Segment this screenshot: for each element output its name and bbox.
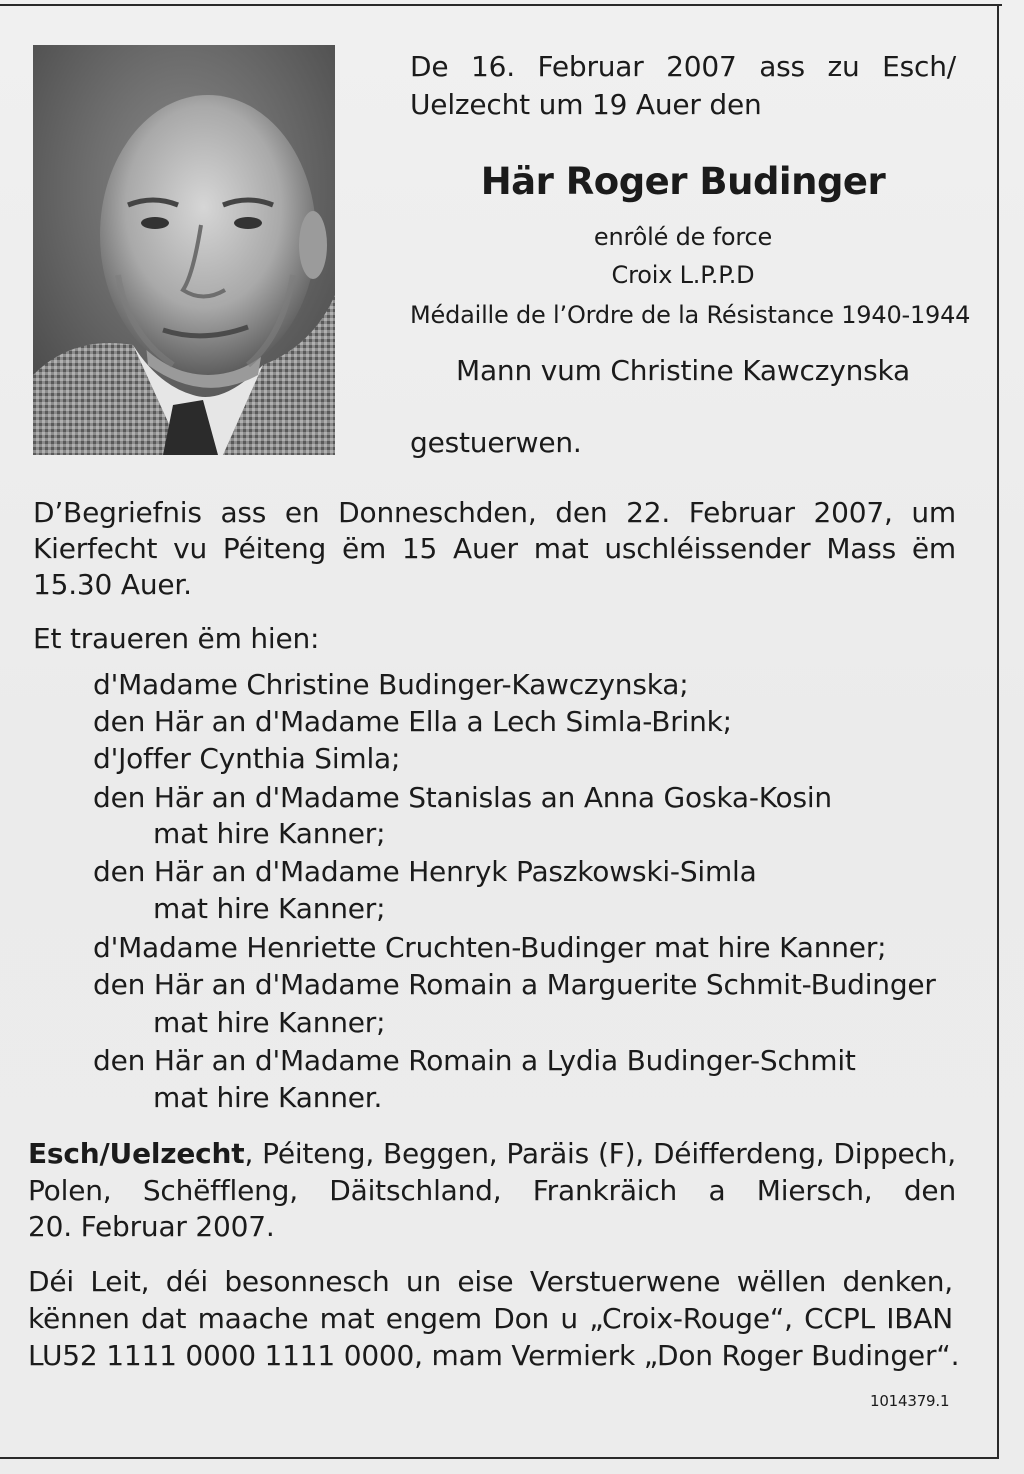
intro-line-1: De 16. Februar 2007 ass zu Esch/ — [410, 50, 956, 83]
mourner-line: mat hire Kanner; — [153, 892, 386, 925]
title-croix: Croix L.P.P.D — [611, 261, 755, 289]
places-line-3: 20. Februar 2007. — [28, 1210, 275, 1243]
title-medaille: Médaille de l’Ordre de la Résistance 1940-1944 — [410, 301, 971, 329]
mourner-line: mat hire Kanner; — [153, 1006, 386, 1039]
funeral-line-2: Kierfecht vu Péiteng ëm 15 Auer mat uschléissender Mass ëm — [33, 532, 956, 565]
places-line-1 — [28, 1135, 956, 1172]
mourner-line: den Här an d'Madame Henryk Paszkowski-Simla — [93, 855, 757, 888]
funeral-line-1: D’Begriefnis ass en Donneschden, den 22. Februar 2007, um — [33, 496, 956, 529]
mourner-line: den Här an d'Madame Ella a Lech Simla-Brink; — [93, 705, 732, 738]
mourner-line: mat hire Kanner. — [153, 1081, 383, 1114]
reference-number: 1014379.1 — [870, 1392, 950, 1410]
mourner-line: d'Madame Christine Budinger-Kawczynska; — [93, 668, 689, 701]
places-line-2: Polen, Schëffleng, Däitschland, Frankräich a Miersch, den — [28, 1174, 956, 1207]
funeral-line-3: 15.30 Auer. — [33, 568, 192, 601]
frame-top-line — [0, 4, 1002, 6]
spouse-line: Mann vum Christine Kawczynska — [455, 354, 910, 387]
donation-line-2: kënnen dat maache mat engem Don u „Croix-Rouge“, CCPL IBAN — [28, 1302, 953, 1335]
portrait-photo — [33, 45, 335, 455]
mourners-heading: Et traueren ëm hien: — [33, 622, 320, 655]
mourner-line: den Här an d'Madame Romain a Marguerite Schmit-Budinger — [93, 968, 936, 1001]
mourner-line: d'Madame Henriette Cruchten-Budinger mat hire Kanner; — [93, 931, 887, 964]
mourner-line: den Här an d'Madame Stanislas an Anna Goska-Kosin — [93, 781, 832, 814]
deceased-name: Här Roger Budinger — [480, 160, 886, 203]
places-rest: , Péiteng, Beggen, Paräis (F), Déifferdeng, Dippech, — [244, 1137, 956, 1170]
mourner-line: mat hire Kanner; — [153, 817, 386, 850]
intro-line-2: Uelzecht um 19 Auer den — [410, 88, 762, 121]
died-verb: gestuerwen. — [410, 426, 582, 459]
places-bold-city: Esch/Uelzecht — [28, 1137, 245, 1170]
mourner-line: d'Joffer Cynthia Simla; — [93, 742, 401, 775]
frame-bottom-line — [0, 1457, 999, 1459]
frame-right-line — [997, 4, 999, 1459]
donation-line-3: LU52 1111 0000 1111 0000, mam Vermierk „Don Roger Budinger“. — [28, 1339, 960, 1372]
donation-line-1: Déi Leit, déi besonnesch un eise Verstuerwene wëllen denken, — [28, 1265, 953, 1298]
mourner-line: den Här an d'Madame Romain a Lydia Budinger-Schmit — [93, 1044, 856, 1077]
title-enrole: enrôlé de force — [593, 223, 773, 251]
